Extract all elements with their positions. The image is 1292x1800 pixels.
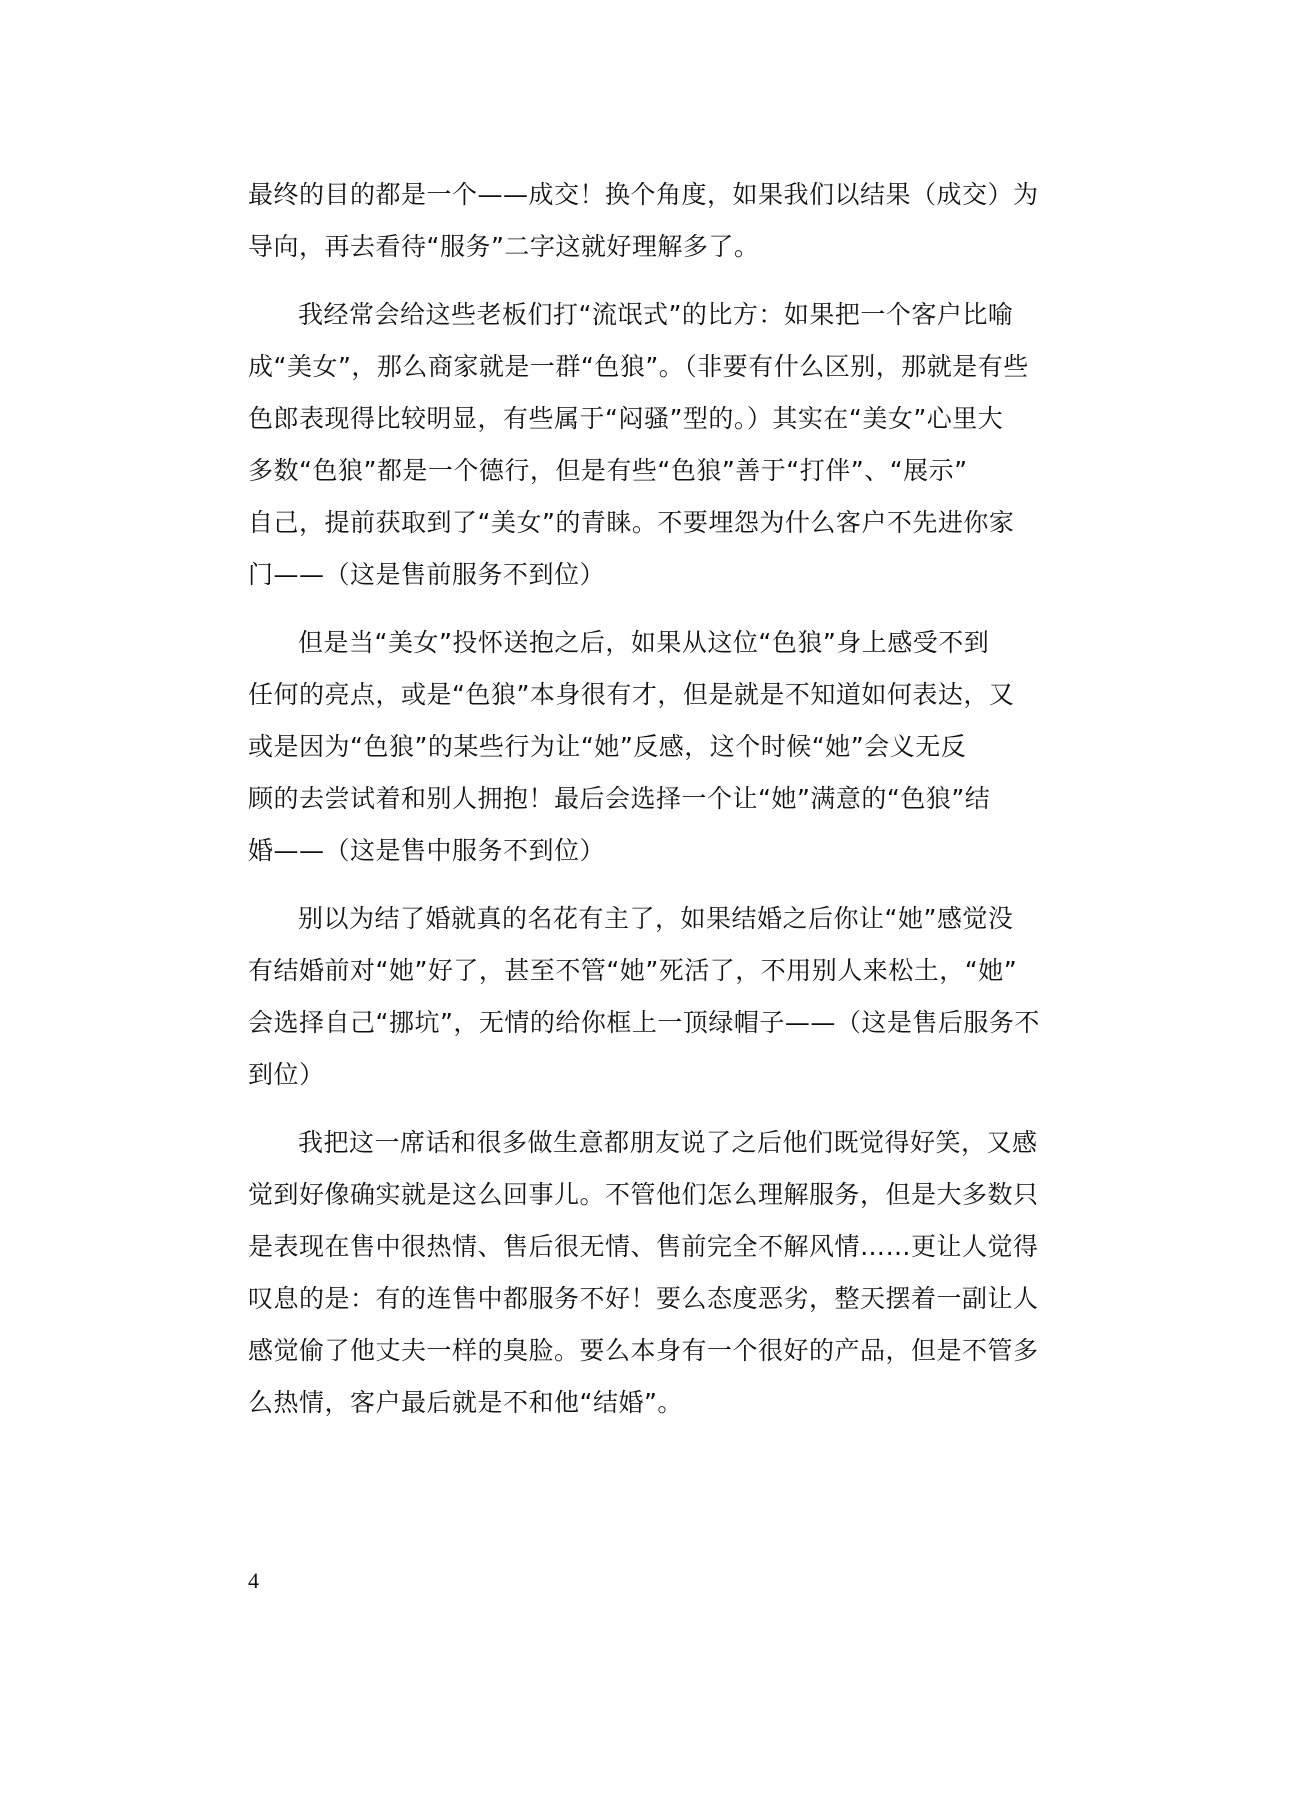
text-line: 有结婚前对“她”好了，甚至不管“她”死活了，不用别人来松土，“她”	[248, 956, 1018, 985]
text-line: 叹息的是：有的连售中都服务不好！要么态度恶劣，整天摆着一副让人	[248, 1284, 1039, 1313]
text-line: 最终的目的都是一个——成交！换个角度，如果我们以结果（成交）为	[248, 180, 1039, 209]
text-line: 或是因为“色狼”的某些行为让“她”反感，这个时候“她”会义无反	[248, 732, 967, 761]
paragraph-3	[248, 628, 1038, 866]
paragraph-2	[248, 300, 1038, 590]
text-line: 但是当“美女”投怀送抱之后，如果从这位“色狼”身上感受不到	[298, 628, 990, 657]
body-text	[248, 180, 1038, 1456]
paragraph-5	[248, 1128, 1038, 1418]
text-line: 导向，再去看待“服务”二字这就好理解多了。	[248, 232, 760, 261]
text-line: 么热情，客户最后就是不和他“结婚”。	[248, 1388, 683, 1417]
text-line: 任何的亮点，或是“色狼”本身很有才，但是就是不知道如何表达，又	[248, 680, 1015, 709]
text-line: 觉到好像确实就是这么回事儿。不管他们怎么理解服务，但是大多数只	[248, 1180, 1039, 1209]
text-line: 顾的去尝试着和别人拥抱！最后会选择一个让“她”满意的“色狼”结	[248, 784, 991, 813]
text-line: 色郎表现得比较明显，有些属于“闷骚”型的。）其实在“美女”心里大	[248, 404, 1004, 433]
text-line: 多数“色狼”都是一个德行，但是有些“色狼”善于“打伴”、“展示”	[248, 456, 968, 485]
text-line: 成“美女”，那么商家就是一群“色狼”。（非要有什么区别，那就是有些	[248, 352, 1029, 381]
paragraph-1	[248, 180, 1038, 262]
text-line: 感觉偷了他丈夫一样的臭脸。要么本身有一个很好的产品，但是不管多	[248, 1336, 1039, 1365]
text-line: 是表现在售中很热情、售后很无情、售前完全不解风情……更让人觉得	[248, 1232, 1039, 1261]
text-line: 到位）	[248, 1060, 325, 1089]
text-line: 自己，提前获取到了“美女”的青睐。不要埋怨为什么客户不先进你家	[248, 508, 1015, 537]
page-number: 4	[248, 1568, 259, 1593]
text-line: 别以为结了婚就真的名花有主了，如果结婚之后你让“她”感觉没	[298, 904, 1014, 933]
text-line: 婚——（这是售中服务不到位）	[248, 836, 606, 865]
text-line: 我经常会给这些老板们打“流氓式”的比方：如果把一个客户比喻	[298, 300, 1014, 329]
text-line: 我把这一席话和很多做生意都朋友说了之后他们既觉得好笑，又感	[298, 1128, 1038, 1157]
text-line: 会选择自己“挪坑”，无情的给你框上一顶绿帽子——（这是售后服务不	[248, 1008, 1040, 1037]
text-line: 门——（这是售前服务不到位）	[248, 560, 606, 589]
paragraph-4	[248, 904, 1038, 1090]
